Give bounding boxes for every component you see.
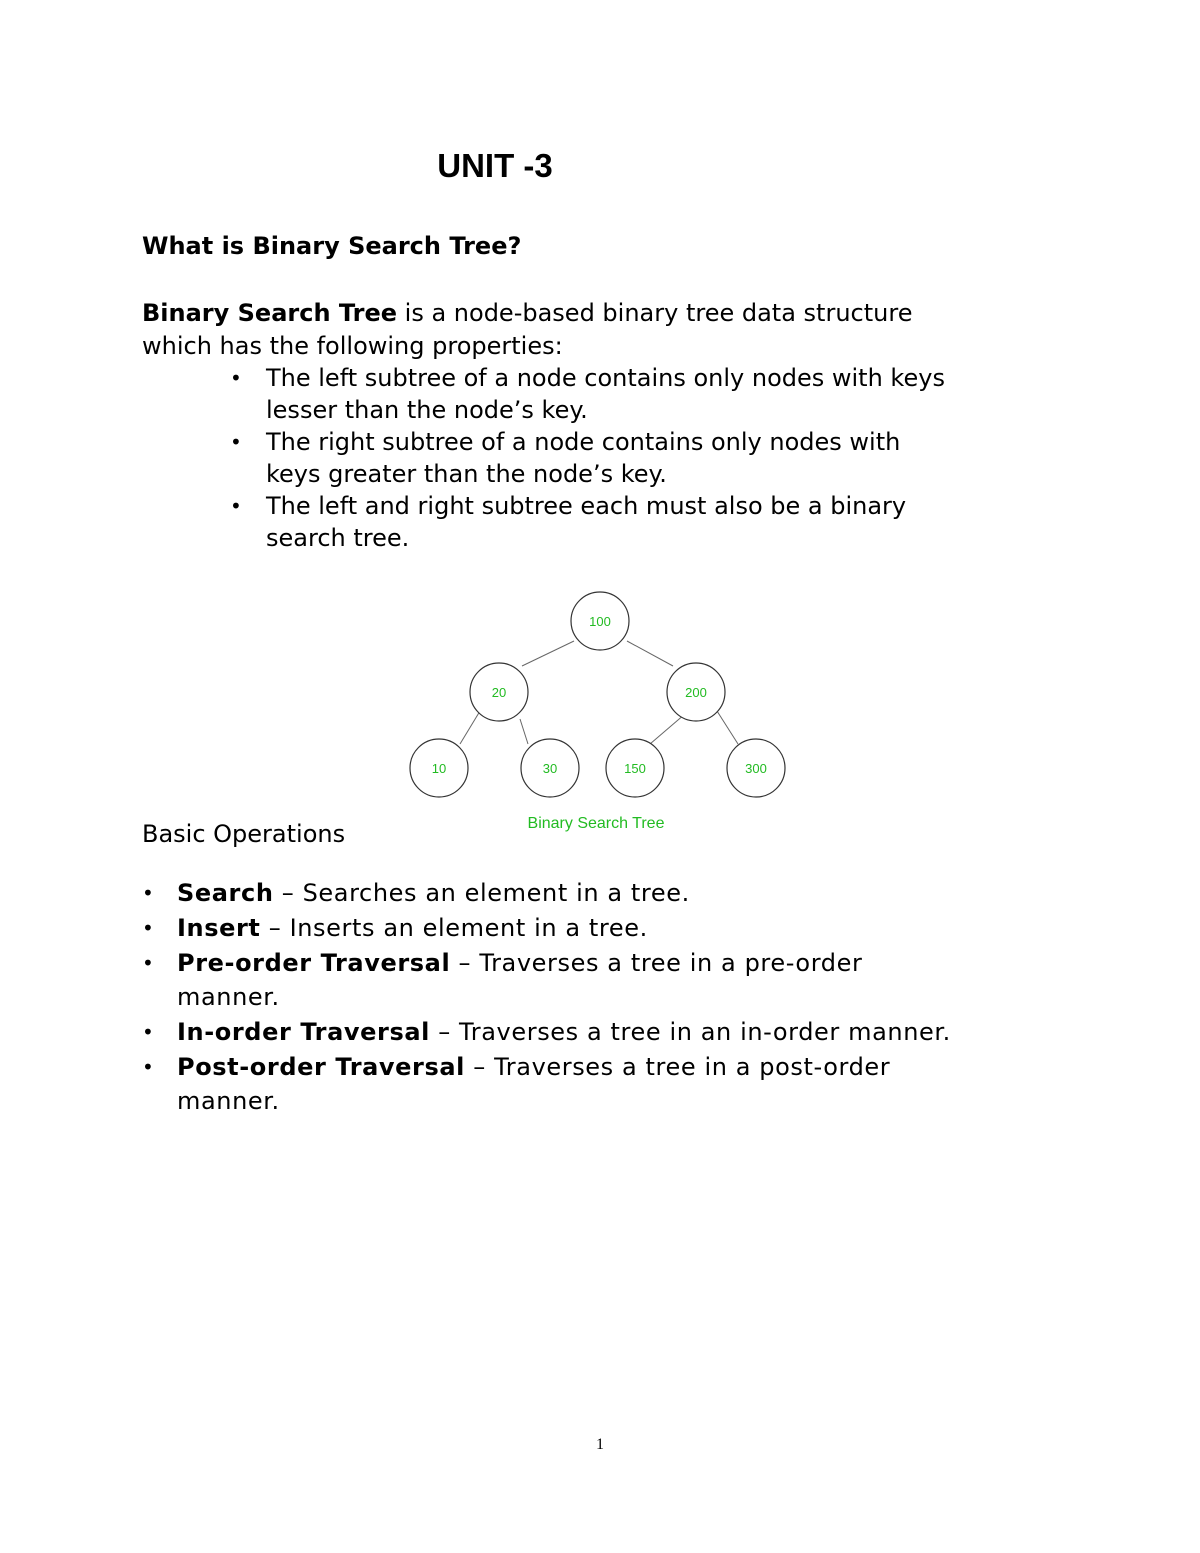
page-title: UNIT -3 [437,147,553,184]
intro-paragraph [142,297,1042,363]
operation-separator: – [465,1053,495,1081]
operation-name: Pre-order Traversal [177,949,451,977]
property-line: keys greater than the node’s key. [266,460,667,488]
operation-line [177,1050,1072,1084]
node-label: 200 [685,685,707,700]
operation-separator: – [450,949,480,977]
operation-description: Traverses a tree in a pre-order [479,949,863,977]
operation-description: Traverses a tree in an in-order manner. [459,1018,951,1046]
bullet-icon: • [142,1055,155,1079]
edge-20-10 [460,711,480,744]
bullet-icon: • [142,916,155,940]
operation-item [142,911,1072,945]
operation-name: In-order Traversal [177,1018,430,1046]
operation-description: Traverses a tree in a post-order [494,1053,891,1081]
intro-line-2: which has the following properties: [142,332,563,360]
tree-caption: Binary Search Tree [527,815,665,832]
operations-list [142,876,1072,1119]
operation-item [142,1050,1072,1118]
property-line: The left and right subtree each must also be a binary [266,492,907,520]
bullet-icon: • [142,951,155,975]
page-number: 1 [596,1436,604,1453]
bullet-icon: • [230,494,242,518]
property-line: The left subtree of a node contains only nodes with keys [266,364,945,392]
intro-line-1 [142,297,1042,330]
bullet-icon: • [230,430,242,454]
operation-line [177,876,1072,910]
operation-separator: – [429,1018,460,1046]
operation-line [177,946,1072,980]
edge-20-30 [520,719,528,744]
operation-name: Insert [177,914,261,942]
operation-item [142,946,1072,1014]
operation-item [142,876,1072,910]
property-item [230,362,1060,426]
property-item [230,490,1060,554]
properties-list [230,362,1060,554]
node-label: 100 [589,614,611,629]
operation-description: Inserts an element in a tree. [289,914,648,942]
property-item [230,426,1060,490]
edge-100-200 [627,641,673,666]
property-line: search tree. [266,524,410,552]
operation-line-continued: manner. [177,983,280,1011]
operation-separator: – [260,914,290,942]
intro-term: Binary Search Tree [142,299,398,327]
edge-200-150 [650,714,685,744]
node-label: 10 [431,761,447,776]
bullet-icon: • [142,881,155,905]
binary-search-tree-diagram [400,586,800,836]
property-line: The right subtree of a node contains only nodes with [266,428,901,456]
operation-line [177,1015,1072,1049]
node-label: 300 [745,761,767,776]
edge-200-300 [717,711,738,744]
node-label: 20 [491,685,507,700]
operation-item [142,1015,1072,1049]
bullet-icon: • [230,366,242,390]
edge-100-20 [522,641,574,666]
property-line: lesser than the node’s key. [266,396,588,424]
operation-line-continued: manner. [177,1087,280,1115]
operation-line [177,911,1072,945]
operation-name: Post-order Traversal [177,1053,465,1081]
node-label: 30 [542,761,558,776]
section-heading: What is Binary Search Tree? [142,232,522,260]
intro-line-1-rest: is a node-based binary tree data structure [397,299,913,327]
operation-name: Search [177,879,274,907]
bullet-icon: • [142,1020,155,1044]
operation-description: Searches an element in a tree. [302,879,690,907]
basic-operations-label: Basic Operations [142,820,346,848]
operation-separator: – [273,879,303,907]
node-label: 150 [624,761,646,776]
